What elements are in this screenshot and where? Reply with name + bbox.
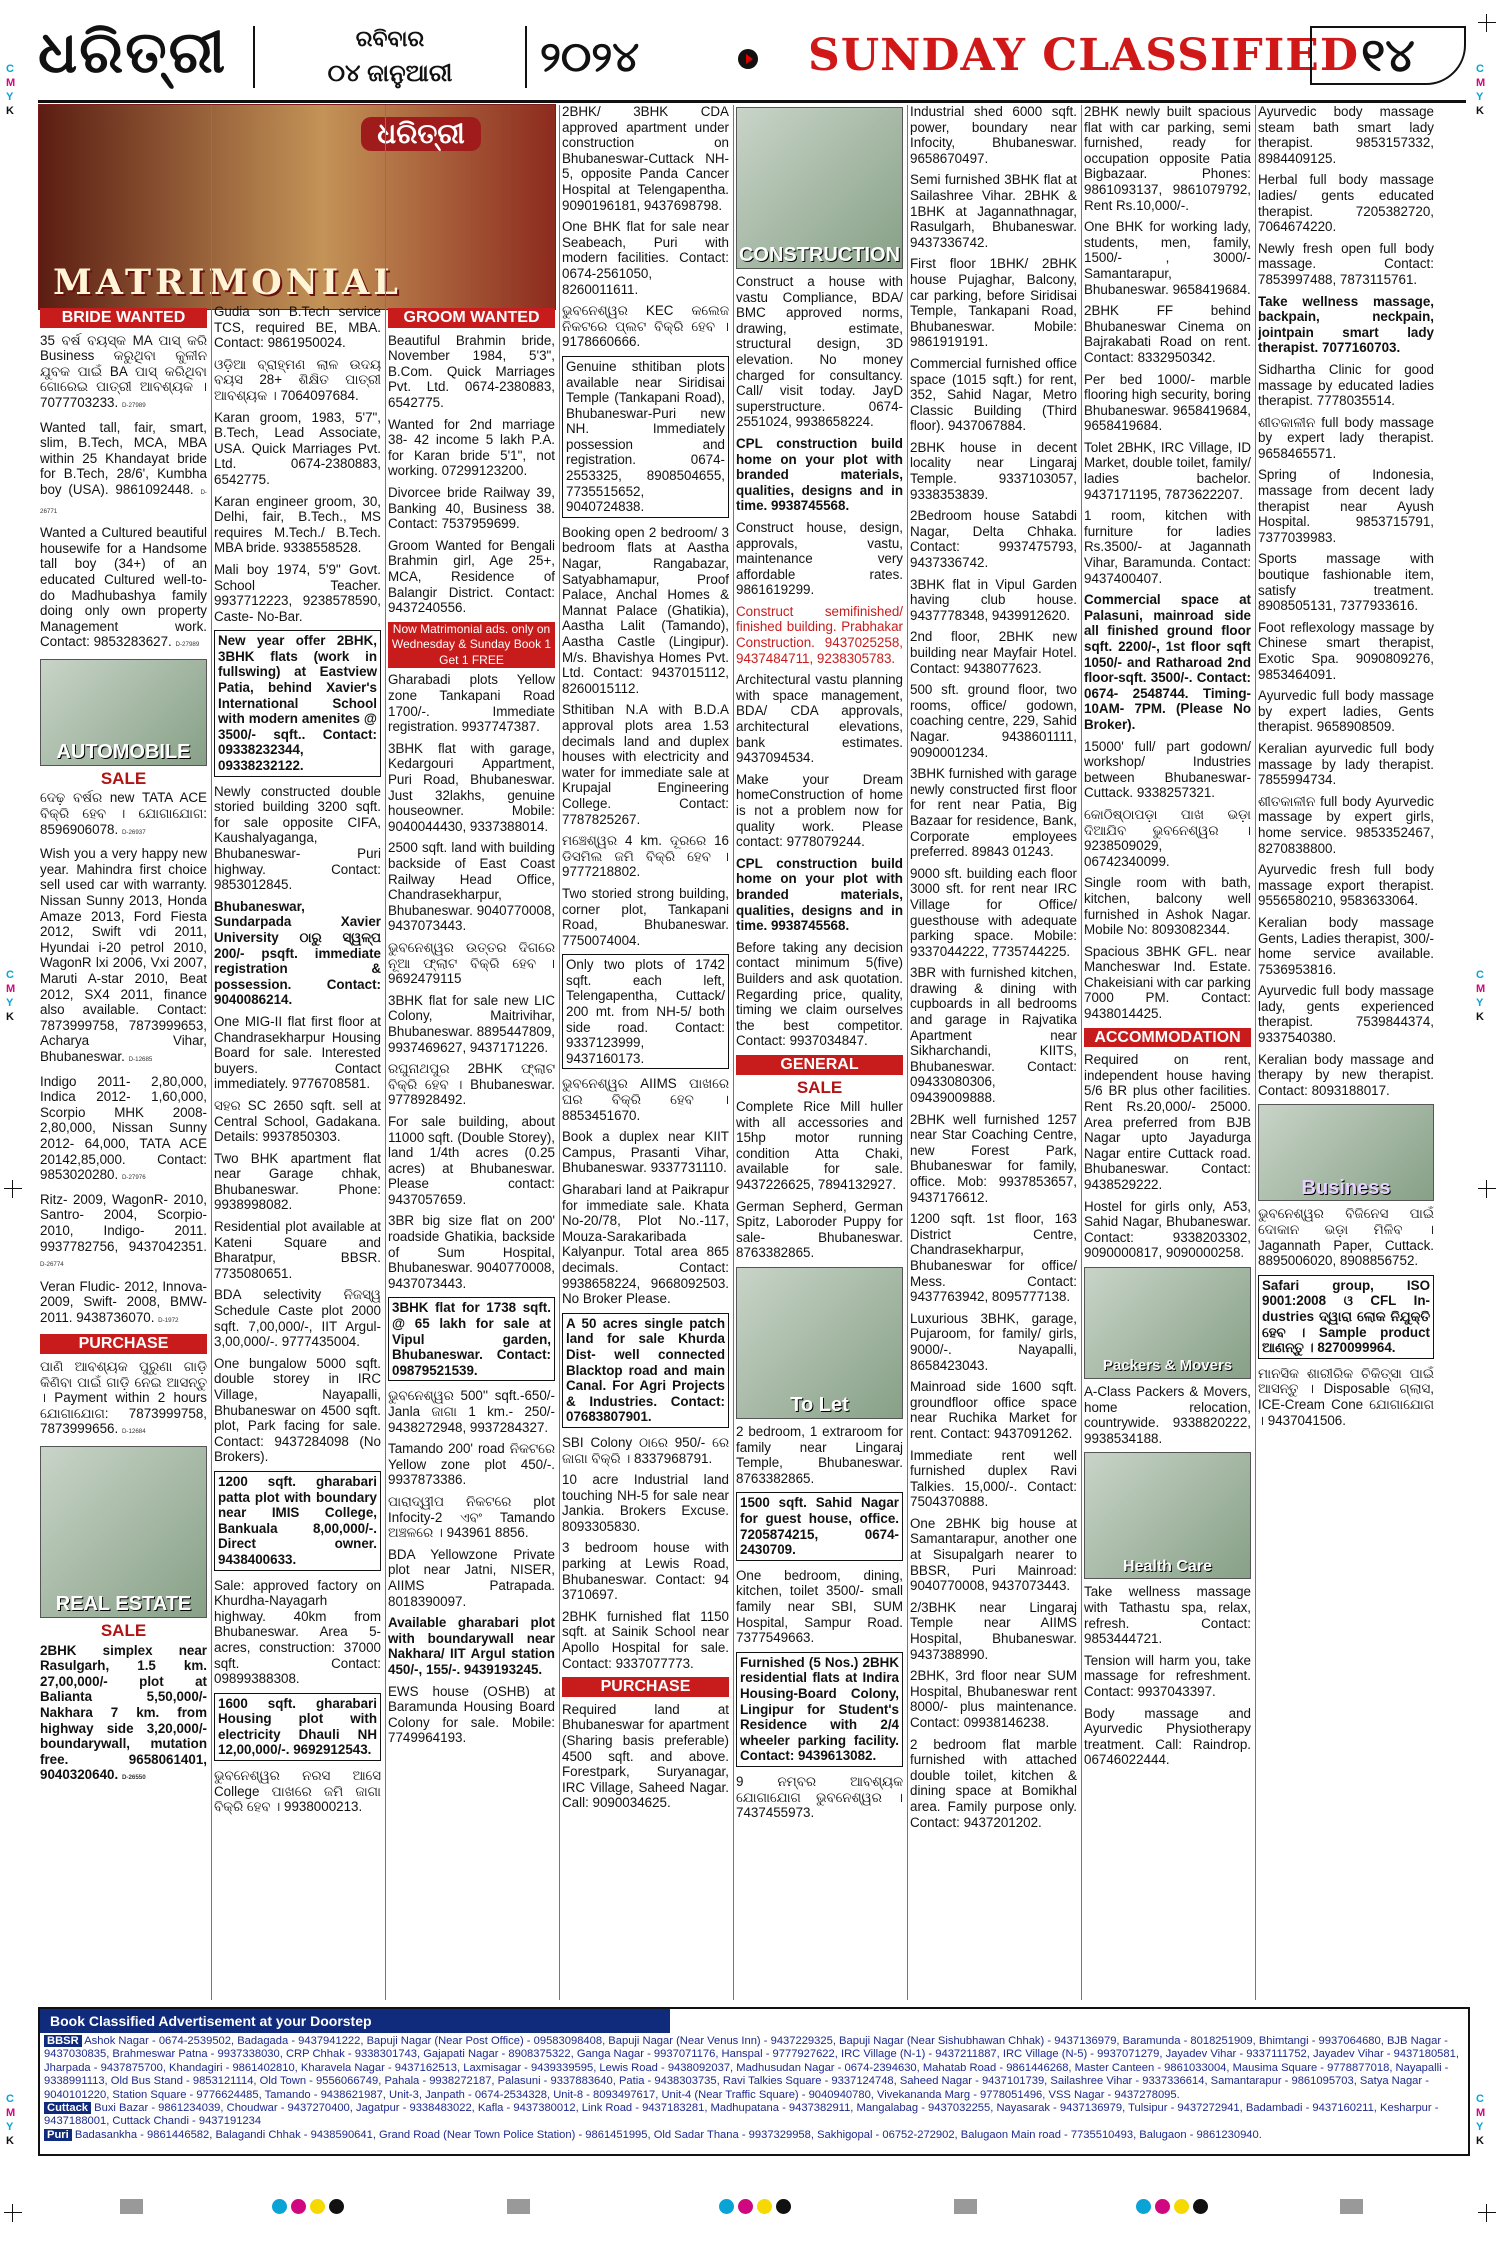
sale-heading: SALE xyxy=(796,1077,843,1097)
ad-item: 3BHK flat for sale new LIC Colony, Maitrivihar, Bhubaneswar. 8895447809, 9937469627, 9437171226. xyxy=(388,992,555,1055)
ad-item: Gharabadi plots Yellow zone Tankapani Road 1700/-. Immediate registration. 9937747387. xyxy=(388,672,555,735)
column-7 xyxy=(1084,104,1251,2002)
ad-item: Wanted tall, fair, smart, slim, B.Tech, MCA, MBA within 25 Khandayat bride for B.Tech, 28/6', Kumbha boy (USA). 9861092448. D-26771 xyxy=(40,419,207,515)
ad-item: ଭୁବନେଶ୍ୱର 500'' sqft.-650/- Janla ଜାଗା 1 km.- 250/- 9438272948, 9937284327. xyxy=(388,1388,555,1435)
ad-item: ସହର SC 2650 sqft. sell at Central School, Gadakana. Details: 9937850303. xyxy=(214,1097,381,1145)
cmyk-mark-left-mid: C M Y K xyxy=(6,969,16,1023)
ad-item: ଭୁବନେଶ୍ୱର AIIMS ପାଖରେ ଘର ବିକ୍ରି ହେବ । 8853451670. xyxy=(562,1076,729,1123)
newspaper-logo: ଧରିତ୍ରୀ xyxy=(38,18,228,86)
ad-item: 3BHK flat in Vipul Garden having club house. 9437778348, 9439912620. xyxy=(910,576,1077,623)
ad-item: 2/3BHK near Lingaraj Temple near AIIMS Hospital, Bhubaneswar. 9437388990. xyxy=(910,1599,1077,1662)
sale-heading: SALE xyxy=(100,1621,147,1641)
column-8 xyxy=(1258,104,1434,2002)
bbsr-label: BBSR xyxy=(44,2035,82,2047)
groom-wanted-heading: GROOM WANTED xyxy=(388,308,555,328)
ad-item: 2BHK/ 3BHK CDA approved apartment under construction on Bhubaneswar-Cuttack NH-5, opposite Panda Cancer Hospital at Telengapentha. 9090196181, 9437698798. xyxy=(562,104,729,213)
ad-item: Mali boy 1974, 5'9" Govt. School Teacher. 9937712223, 9238578590, Caste- No-Bar. xyxy=(214,561,381,624)
ad-item: Take wellness massage, backpain, neckpain, jointpain smart lady therapist. 7077160703. xyxy=(1258,293,1434,356)
ad-item: Karan groom, 1983, 5'7", B.Tech, Lead Associate, USA. Quick Marriages Pvt. Ltd. 0674-2380883, 6542775. xyxy=(214,409,381,487)
year-label: ୨୦୨୪ xyxy=(540,32,640,81)
ad-item: BDA selectivity ନିଜସ୍ୱ Schedule Caste plot 2000 sqft. 7,00,000/-, IIT Argul- 3,00,000/-. 9777435004. xyxy=(214,1287,381,1350)
business-photo: Business xyxy=(1258,1104,1434,1201)
ad-item: ମାନସିକ ଶାରୀରିକ ଚିକିତ୍ସା ପାଇଁ ଆସନ୍ତୁ । Disposable ଗ୍ଲାସ, ICE-Cream Cone ଯୋଗାଯୋଗ । 9437041506. xyxy=(1258,1365,1434,1428)
ad-item: Residential plot available at Kateni Square and Bharatpur, BBSR. 7735080651. xyxy=(214,1219,381,1281)
date-label: ୦୪ ଜାନୁଆରୀ xyxy=(327,60,453,87)
ad-item: Foot reflexology massage by Chinese smart therapist, Exotic Spa. 9090809276, 9853464091. xyxy=(1258,619,1434,682)
ad-item: Single room with bath, kitchen, balcony well furnished in Ashok Nagar. Mobile No: 8093082344. xyxy=(1084,875,1251,938)
ad-item: Two BHK apartment flat near Garage chhak, Bhubaneswar. Phone: 9938998082. xyxy=(214,1150,381,1213)
ad-item: Construct house, design, approvals, vastu, maintenance very affordable rates. 9861619299. xyxy=(736,519,903,598)
ad-item: First floor 1BHK/ 2BHK house Pujaghar, Balcony, car parking, before Siridisai Temple, Tankapani Road, Bhubaneswar. Mobile: 9861919191. xyxy=(910,256,1077,350)
ad-item: Mainroad side 1600 sqft. groundfloor office space near Ruchika Market for rent. Contact: 9437091262. xyxy=(910,1379,1077,1441)
ad-item: Tamando 200' road ନିକଟରେ Yellow zone plot 450/-. 9937873386. xyxy=(388,1441,555,1488)
ad-item: Architectural vastu planning with space management, BDA/ CDA approvals, architectural elevations, bank estimates. 9437094534. xyxy=(736,672,903,766)
real-estate-photo: REAL ESTATE xyxy=(40,1446,207,1618)
bride-wanted-heading: BRIDE WANTED xyxy=(40,308,207,328)
ad-item: 3 bedroom house with parking at Lewis Road, Bhubaneswar. Contact: 94 3710697. xyxy=(562,1540,729,1603)
ad-item: Ayurvedic full body massage by expert ladies, Gents therapist. 9658908509. xyxy=(1258,688,1434,735)
ad-item: Construct semifinished/ finished building. Prabhakar Construction. 9437025258, 9437484711, 9238305783. xyxy=(736,603,903,666)
ad-item: ଓଡ଼ିଆ ବ୍ରାହ୍ମଣ ଲାଳ ଉଦୟ ବୟସ 28+ ଶିକ୍ଷିତ ପାତ୍ରୀ ଆବଶ୍ୟକ । 7064097684. xyxy=(214,356,381,403)
to-let-photo: To Let xyxy=(736,1267,903,1419)
ad-item: A-Class Packers & Movers, home relocation, countrywide. 9338820222, 9938534188. xyxy=(1084,1383,1251,1446)
ad-item: Gharabari land at Paikrapur for immediate sale. Khata No-20/78, Plot No.-117, Mouza-Sarakaribada Kalyanpur. Total area 865 decimals. Contact: 9938658224, 9668092503. No Broker Please. xyxy=(562,1182,729,1307)
ad-item: ମଞ୍ଚେଶ୍ୱର 4 km. ଦୂରରେ 16 ଡିସମିଲ ଜମି ବିକ୍ରି ହେବ । 9777218802. xyxy=(562,833,729,880)
play-icon xyxy=(738,49,758,69)
boxed-ad: Genuine sthitiban plots available near Siridisai Temple (Tankapani Road), Bhubaneswar-Puri new NH. Immediately possession and registration. 0674-2553325, 8908504655, 7735515652, 9040724838. xyxy=(562,356,729,518)
boxed-ad: A 50 acres single patch land for sale Khurda Dist- well connected Blacktop road and main Canal. For Agri Projects & Industries. Contact: 07683807901. xyxy=(562,1313,729,1428)
ad-item: Commercial space at Palasuni, mainroad side all finished ground floor sqft. 2200/-, 1st floor sqft 1050/- and Ratharoad 2nd floor-sqft. 3500/-. Contact: 0674- 2548744. Timing-10AM- 7PM. (Please No Broker). xyxy=(1084,592,1251,732)
purchase-heading: PURCHASE xyxy=(562,1677,729,1697)
ad-item: Booking open 2 bedroom/ 3 bedroom flats at Aastha Nagar, Rangabazar, Satyabhamapur, Proof Palace, Anchal Homes & Mannat Palace (Ghatikia), Aastha Lalit (Tamando), Aastha Castle (Lingipur). M/s. Bhavishya Homes Pvt. Ltd. Contact: 9437015112, 8260015112. xyxy=(562,524,729,696)
ad-item: Tension will harm you, take massage for refreshment. Contact: 9937043397. xyxy=(1084,1652,1251,1699)
sale-heading: SALE xyxy=(100,768,147,788)
ad-item: Before taking any decision contact minimum 5(five) Builders and ask quotation. Regarding price, quality, timing we claim ourselves the best competitor. Contact: 9937034847. xyxy=(736,939,903,1049)
general-heading: GENERAL xyxy=(736,1055,903,1075)
column-2 xyxy=(214,304,381,2002)
ad-item: For sale building, about 11000 sqft. (Double Storey), land 1/4th acres (0.25 acres) at Bhubaneswar. Please contact: 9437057659. xyxy=(388,1113,555,1207)
matrimonial-title: MATRIMONIAL xyxy=(53,262,402,303)
booking-agents-bar xyxy=(38,2007,1470,2156)
ad-item: 500 sft. ground floor, two rooms, office/ godown, coaching centre, 229, Sahid Nagar. 9438601111, 9090001234. xyxy=(910,682,1077,760)
accommodation-heading: ACCOMMODATION xyxy=(1084,1028,1251,1048)
ad-item: Immediate rent well furnished duplex Ravi Talkies. 15,000/-. Contact: 7504370888. xyxy=(910,1447,1077,1510)
ad-item: Required on rent, independent house having 5/6 BR plus other facilities. Rent Rs.20,000/- 25000. Area preferred from BJB Nagar upto Jayadurga Nagar entire Cuttack road. Bhubaneswar. Contact: 9438529222. xyxy=(1084,1052,1251,1192)
ad-item: 3BR big size flat on 200' roadside Ghatikia, backside of Sum Hospital, Bhubaneswar. 9040770008, 9437073443. xyxy=(388,1213,555,1291)
ad-item: ଭୁବନେଶ୍ୱର ଉତ୍ତର ଦିଗରେ ନୂଆ ଫ୍ଲାଟ ବିକ୍ରି ହେବ । 9692479115 xyxy=(388,939,555,987)
ad-item: 15000' full/ part godown/ workshop/ Industries between Bhubaneswar-Cuttack. 9338257321. xyxy=(1084,738,1251,801)
column-4 xyxy=(562,104,729,2002)
masthead xyxy=(38,18,1466,103)
ad-item: 10 acre Industrial land touching NH-5 for sale near Jankia. Brokers Excuse. 8093305830. xyxy=(562,1472,729,1534)
matrimonial-offer-note: Now Matrimonial ads. only on Wednesday & Sunday Book 1 Get 1 FREE xyxy=(388,622,555,669)
ad-item: Sthitiban N.A with B.D.A approval plots area 1.53 decimals land and duplex houses with electricity and water for immediate sale at Krupajal Engineering College. Contact: 7787825267. xyxy=(562,702,729,827)
agents-list xyxy=(40,2034,1470,2143)
ad-item: German Sepherd, German Spitz, Laboroder Puppy for sale- Bhubaneswar. 8763382865. xyxy=(736,1198,903,1261)
ad-item: 2BHK FF behind Bhubaneswar Cinema on Bajrakabati Road on rent. Contact: 8332950342. xyxy=(1084,303,1251,365)
ad-item: One 2BHK big house at Samantarapur, another one at Sisupalgarh nearer to BBSR, Puri Mainroad: 9040770008, 9437073443. xyxy=(910,1515,1077,1594)
ad-item: 9 ନମ୍ବର ଆବଶ୍ୟକ ଯୋଗାଯୋଗ ଭୁବନେଶ୍ୱର । 7437455973. xyxy=(736,1773,903,1821)
registration-cross xyxy=(1478,1180,1496,1198)
ad-item: 35 ବର୍ଷ ବୟସ୍କ MA ପାସ୍ କରି Business କରୁଥିବା କୁଳୀନ ଯୁବକ ପାଇଁ BA ପାସ୍ କରିଥିବା ଗୋରେଇ ପାତ୍ରୀ ଆବଶ୍ୟକ । 7077703233. D-27989 xyxy=(40,332,207,410)
ad-item: Karan engineer groom, 30, Delhi, fair, B.Tech., MS requires M.Tech./ B.Tech. MBA bride. 9338558528. xyxy=(214,493,381,556)
bbsr-agents: Ashok Nagar - 0674-2539502, Badagada - 9437941222, Bapuji Nagar (Near Post Office) - 09583098408, Bapuji Nagar (Near Venus Inn) - 9437229325, Bapuji Nagar (Near Sishubhawan Chhak) - 9437136979, Baramunda - 8018251909, Bhimtangi - 9937064680, BJB Nagar - 9437030835, Brahmeswar Patna - 9937338030, CRP Chhak - 9338301743, Gajapati Nagar - 8908375322, Ganga Nagar - 9937071176, Hanspal - 9777927622, IRC Village (N-1) - 9437211887, IRC Village (N-5) - 9937071279, Jayadev Vihar - 9337111752, Jayadev Vihar - 9437180581, Jharpada - 9437875700, Khandagiri - 9861402810, Kharavela Nagar - 9437162513, Laxmisagar - 9439339595, Lewis Road - 9438092037, Madhusudan Nagar - 0674-2394630, Mahatab Road - 9861446268, Master Canteen - 9861033004, Mausima Square - 9778877018, Nayapalli - 9338991113, Old Bus Stand - 9853121114, Old Town - 9556066749, Pahala - 9938272187, Palasuni - 9337883640, Patia - 9438303735, Ravi Talkies Square - 9337124748, Saheed Nagar - 9437101739, Sailashree Vihar - 9337336614, Samantarapur - 9861095703, Satya Nagar - 9040101220, Station Square - 9776624485, Tamando - 9438621987, Unit-3, Janpath - 0674-2534328, Unit-8 - 8093497617, Unit-4 (Near Traffic Square) - 9040940780, Vivekananda Marg - 9778051496, VSS Nagar - 9437278095. xyxy=(44,2035,1459,2101)
printer-registration-marks xyxy=(120,2198,1380,2224)
registration-cross xyxy=(1478,14,1496,32)
ad-item: Luxurious 3BHK, garage, Pujaroom, for family/ girls, 9000/-. Nayapalli, 8658423043. xyxy=(910,1310,1077,1373)
cmyk-mark-right-mid: C M Y K xyxy=(1476,969,1486,1023)
ad-item: Bhubaneswar, Sundarpada Xavier University ଠାରୁ ସ୍ୱଳ୍ପ 200/- psqft. immediate registration & possession. Contact: 9040086214. xyxy=(214,898,381,1008)
puri-agents: Badasankha - 9861446582, Balagandi Chhak - 9438590641, Grand Road (Near Town Police Station) - 9861451995, Old Sadar Thana - 9937329958, Sakhigopal - 06752-272902, Balugaon Main road - 7735510493, Balugaon - 9861230940. xyxy=(74,2128,1262,2141)
ad-item: Divorcee bride Railway 39, Banking 40, Business 38. Contact: 7537959699. xyxy=(388,484,555,532)
ad-item: ଶୀତକାଳୀନ full body Ayurvedic massage by expert girls, home service. 9853352467, 8270838800. xyxy=(1258,793,1434,856)
ad-item: BDA Yellowzone Private plot near Jatni, NISER, AIIMS Patrapada. 8018390097. xyxy=(388,1546,555,1609)
page-title: SUNDAY CLASSIFIED xyxy=(808,30,1359,81)
column-6 xyxy=(910,104,1077,2002)
ad-item: Sidhartha Clinic for good massage by educated ladies therapist. 7778035514. xyxy=(1258,361,1434,409)
ad-item: 2BHK newly built spacious flat with car parking, semi furnished, ready for occupation opposite Patia Bigbazaar. Phones: 9861093137, 9861079792, Rent Rs.10,000/-. xyxy=(1084,104,1251,213)
ad-item: 3BHK flat with garage, Kedargouri Appartment, Puri Road, Bhubaneswar. Just 32lakhs, genuine houseowner. Mobile: 9040044430, 9337388014. xyxy=(388,740,555,834)
ad-item: 2BHK, 3rd floor near SUM Hospital, Bhubaneswar rent 8000/- plus maintenance. Contact: 09938146238. xyxy=(910,1668,1077,1730)
ad-item: Keralian body massage and therapy by new therapist. Contact: 8093188017. xyxy=(1258,1051,1434,1098)
ad-item: ରଘୁନାଥପୁର 2BHK ଫ୍ଲାଟ ବିକ୍ରି ହେବ । Bhubaneswar. 9778928492. xyxy=(388,1061,555,1108)
booking-heading: Book Classified Advertisement at your Doorstep xyxy=(40,2009,670,2033)
registration-cross xyxy=(4,1180,22,1198)
cmyk-mark-left: C M Y K xyxy=(6,63,16,117)
automobile-photo: AUTOMOBILE xyxy=(40,659,207,766)
boxed-ad: Only two plots of 1742 sqft. each left, Telengapentha, Cuttack/ 200 mt. from NH-5/ both side road. Contact: 9337123999, 9437160173. xyxy=(562,954,729,1069)
ad-item: SBI Colony ଠାରେ 950/- ରେ ଜାଗା ବିକ୍ରି । 8337968791. xyxy=(562,1434,729,1466)
ad-item: Gudia son B.Tech service TCS, required BE, MBA. Contact: 9861950024. xyxy=(214,304,381,351)
column-1 xyxy=(40,304,207,2002)
page-number: ୧୪ xyxy=(1310,26,1466,85)
ad-item: Keralian body massage Gents, Ladies therapist, 300/- home service available. 7536953816. xyxy=(1258,914,1434,977)
ad-item: Tolet 2BHK, IRC Village, ID Market, double toilet, family/ ladies bachelor. 9437171195, 7873622207. xyxy=(1084,439,1251,502)
ad-item: Keralian ayurvedic full body massage by lady therapist. 7855994734. xyxy=(1258,740,1434,788)
boxed-ad: Furnished (5 Nos.) 2BHK residential flats at Indira Housing-Board Colony, Lingipur for Student's Residence with 2/4 wheeler parking facility. Contact: 9439613082. xyxy=(736,1652,903,1767)
mini-logo: ଧରିତ୍ରୀ xyxy=(361,117,481,151)
boxed-ad: 3BHK flat for 1738 sqft. @ 65 lakh for sale at Vipul garden, Bhubaneswar. Contact: 09879521539. xyxy=(388,1297,555,1381)
ad-item: Per bed 1000/- marble flooring high security, boring Bhubaneswar. 9658419684, 9658419684. xyxy=(1084,371,1251,434)
cuttack-agents: Buxi Bazar - 9861234039, Choudwar - 9437270400, Jagatpur - 9338483022, Kafla - 9437380012, Link Road - 9437183281, Madhupatana - 9437382911, Mangalabag - 9437032255, Nayasarak - 9437136979, Tulsipur - 9437272941, Badambadi - 9437160211, Kesharpur - 9437188001, Cuttack Chandi - 9437191234 xyxy=(44,2102,1439,2128)
ad-item: ଦେଢ଼ ବର୍ଷର new TATA ACE ବିକ୍ରି ହେବ । ଯୋଗାଯୋଗ: 8596906078. D-26937 xyxy=(40,790,207,837)
ad-item: One bedroom, dining, kitchen, toilet 3500/- small family near SBI, SUM Hospital, Sampur Road. 7377549663. xyxy=(736,1567,903,1646)
ad-item: 2Bedroom house Satabdi Nagar, Delta Chhaka. Contact: 9937475793, 9437336742. xyxy=(910,508,1077,571)
ad-item: Sale: approved factory on Khurdha-Nayagarh highway. 40km from Bhubaneswar. Area 5- acres, construction: 37000 sqft. Contact: 09899388308. xyxy=(214,1577,381,1687)
puri-label: Puri xyxy=(44,2129,72,2141)
ad-item: 2BHK simplex near Rasulgarh, 1.5 km. 27,00,000/- plot at Balianta 5,50,000/- Nakhara 7 km. from highway side 3,20,000/- boundarywall, mutation free. 9658061401, 9040320640. D-26550 xyxy=(40,1642,207,1783)
ad-item: 2nd floor, 2BHK new building near Mayfair Hotel. Contact: 9438077623. xyxy=(910,629,1077,676)
ad-item: ପାଣି ଆବଶ୍ୟକ ପୁରୁଣା ଗାଡ଼ି କିଣିବା ପାଇଁ ଗାଡ଼ି ନେଇ ଆସନ୍ତୁ । Payment within 2 hours ଯୋଗାଯୋଗ: 7873999758, 7873999656. D-12684 xyxy=(40,1359,207,1437)
boxed-ad: Safari group, ISO 9001:2008 ଓ CFL In- dustries ଦ୍ୱାରା ଲୋକ ନିଯୁକ୍ତି ହେବ । Sample product ଆଣନ୍ତୁ । 8270099964. xyxy=(1258,1275,1434,1359)
ad-item: One BHK flat for sale near Seabeach, Puri with modern facilities. Contact: 0674-2561050, 8260011611. xyxy=(562,219,729,297)
ad-item: Required land at Bhubaneswar for apartment (Sharing basis preferable) 4500 sqft. and above. Forestpark, Suryanagar, IRC Village, Saheed Nagar. Call: 9090034625. xyxy=(562,1701,729,1811)
ad-item: 3BR with furnished kitchen, drawing & dining with cupboards in all bedrooms and garage in Rajvatika Apartment near Sikharchandi, KIITS, Bhubaneswar. Contact: 09433080306, 09439009888. xyxy=(910,965,1077,1106)
ad-item: Commercial furnished office space (1015 sqft.) for rent, 352, Sahid Nagar, Metro Classic Building (Third floor). 9437067884. xyxy=(910,355,1077,434)
ad-item: Complete Rice Mill huller with all accessories and 15hp motor running condition Atta Chaki, available for sale. 9437226625, 7894132927. xyxy=(736,1099,903,1193)
ad-item: Wanted a Cultured beautiful housewife for a Handsome tall boy (34+) of an educated Cultured well-to-do Madhubashya family doing only own property Management work. Contact: 9853283627. D-27989 xyxy=(40,525,207,650)
registration-cross xyxy=(1478,2204,1496,2222)
packers-photo: Packers & Movers xyxy=(1084,1267,1251,1379)
ad-item: 2 bedroom, 1 extraroom for family near Lingaraj Temple, Bhubaneswar. 8763382865. xyxy=(736,1424,903,1486)
ad-item: Industrial shed 6000 sqft. power, boundary near Infocity, Bhubaneswar. 9658670497. xyxy=(910,104,1077,166)
ad-item: EWS house (OSHB) at Baramunda Housing Board Colony for sale. Mobile: 7749964193. xyxy=(388,1683,555,1746)
ad-item: କୋଠିଷ୍ଠାପଡ଼ା ପାଖ ଭଡ଼ା ଦିଆଯିବ ଭୁବନେଶ୍ୱର । 9238509029, 06742340099. xyxy=(1084,806,1251,869)
ad-item: 2 bedroom flat marble furnished with attached double toilet, kitchen & dining space at Bomikhal area. Family purpose only. Contact: 9437201202. xyxy=(910,1736,1077,1830)
ad-item: Semi furnished 3BHK flat at Sailashree Vihar. 2BHK & 1BHK at Jagannathnagar, Rasulgarh, Bhubaneswar. 9437336742. xyxy=(910,172,1077,250)
date-block xyxy=(253,26,527,88)
ad-item: Hostel for girls only, A53, Sahid Nagar, Bhubaneswar. Contact: 9338203302, 9090000817, 9090000258. xyxy=(1084,1198,1251,1261)
ad-item: Wanted for 2nd marriage 38- 42 income 5 lakh P.A. for Karan bride 5'1", not working. 07299123200. xyxy=(388,416,555,479)
cmyk-mark-right-low: C M Y K xyxy=(1476,2093,1486,2147)
ad-item: Two storied strong building, corner plot, Tankapani Road, Bhubaneswar. 7750074004. xyxy=(562,885,729,948)
cuttack-label: Cuttack xyxy=(44,2102,91,2114)
ad-item: Indigo 2011- 2,80,000, Indica 2012- 1,60,000, Scorpio MHK 2008- 2,80,000, Nissan Sunny 2012- 64,000, TATA ACE 20142,85,000. Contact: 9853020280. D-27976 xyxy=(40,1073,207,1183)
boxed-ad: 1500 sqft. Sahid Nagar for guest house, office. 7205874215, 0674-2430709. xyxy=(736,1492,903,1560)
ad-item: Ayurvedic full body massage lady, gents experienced therapist. 7539844374, 9337540380. xyxy=(1258,983,1434,1046)
ad-item: One bungalow 5000 sqft. double storey in IRC Village, Nayapalli, Bhubaneswar on 4500 sqft. plot, Park facing for sale. Contact: 9437284098 (No Brokers). xyxy=(214,1355,381,1465)
cmyk-mark-left-low: C M Y K xyxy=(6,2093,16,2147)
day-label: ରବିବାର xyxy=(355,26,425,51)
ad-item: Herbal full body massage ladies/ gents educated therapist. 7205382720, 7064674220. xyxy=(1258,172,1434,235)
ad-item: ଶୀତକାଳୀନ full body massage by expert lady therapist. 9658465571. xyxy=(1258,414,1434,461)
ad-item: One MIG-II flat first floor at Chandrasekharpur Housing Board for sale. Interested buyers. Contact immediately. 9776708581. xyxy=(214,1013,381,1092)
ad-item: Ritz- 2009, WagonR- 2010, Santro- 2004, Scorpio- 2010, Indigo- 2011. 9937782756, 9437042351. D-26774 xyxy=(40,1191,207,1269)
ad-item: Sports massage with boutique fashionable item, satisfy treatment. 8908505131, 7377933616. xyxy=(1258,551,1434,614)
ad-item: Wish you a very happy new year. Mahindra first choice sell used car with warranty. Nissan Sunny 2013, Honda Amaze 2013, Ford Fiesta 2012, Swift vdi 2011, Hyundai i-20 petrol 2010, WagonR lxi 2006, Vxi 2007, Maruti A-star 2010, Beat 2012, SX4 2011, finance also available. Contact: 7873999758, 7873999653, Acharya Vihar, Bhubaneswar. D-12685 xyxy=(40,846,207,1064)
ad-item: Ayurvedic fresh full body massage export therapist. 9556580210, 9583633064. xyxy=(1258,862,1434,909)
ad-item: Spacious 3BHK GFL. near Mancheswar Ind. Estate. Chakeisiani with car parking 7000 PM. Contact: 9438014425. xyxy=(1084,943,1251,1022)
ad-item: 2500 sqft. land with building backside of East Coast Railway Head Office, Chandrasekharpur, Bhubaneswar. 9040770008, 9437073443. xyxy=(388,840,555,934)
ad-item: 1200 sqft. 1st floor, 163 District Centre, Chandrasekharpur, Bhubaneswar for office/ Mess. Contact: 9437763942, 8095777138. xyxy=(910,1211,1077,1305)
ad-item: ଭୁବନେଶ୍ୱର ନରସ ଆସେ College ପାଖରେ ଜମି ଜାଗା ବିକ୍ରି ହେବ । 9938000213. xyxy=(214,1768,381,1815)
boxed-ad: New year offer 2BHK, 3BHK flats (work in fullswing) at Eastview Patia, behind Xavier's International School with modern amenites @ 3500/- sqft.. Contact: 09338232344, 09338232122. xyxy=(214,630,381,776)
ad-item: Body massage and Ayurvedic Physiotherapy treatment. Call: Raindrop. 06746022444. xyxy=(1084,1705,1251,1768)
purchase-heading: PURCHASE xyxy=(40,1334,207,1354)
ad-item: Take wellness massage with Tathastu spa, relax, refresh. Contact: 9853444721. xyxy=(1084,1584,1251,1647)
ad-item: Spring of Indonesia, massage from decent lady therapist near Ayush Hospital. 9853715791, 7377039983. xyxy=(1258,467,1434,545)
ad-item: 9000 sft. building each floor 3000 sft. for rent near IRC Village for Office/ guesthouse with adequate parking space. Mobile: 9337044222, 7735744225. xyxy=(910,865,1077,959)
ad-item: Book a duplex near KIIT Campus, Prasanti Vihar, Bhubaneswar. 9337731110. xyxy=(562,1129,729,1176)
ad-item: 3BHK furnished with garage newly constructed first floor for rent near Patia, Big Bazaar for residence, Bank, Corporate employees preferred. 89843 01243. xyxy=(910,766,1077,860)
ad-item: One BHK for working lady, students, men, family, 1500/- , 3000/- Samantarapur, Bhubaneswar. 9658419684. xyxy=(1084,219,1251,297)
boxed-ad: 1600 sqft. gharabari Housing plot with electricity Dhauli NH 12,00,000/-. 9692912543. xyxy=(214,1693,381,1761)
ad-item: 2BHK furnished flat 1150 sqft. at Sainik School near Apollo Hospital for sale. Contact: 9337077773. xyxy=(562,1608,729,1671)
ad-item: Newly fresh open full body massage. Contact: 7853997488, 7873115761. xyxy=(1258,240,1434,287)
ad-item: CPL construction build home on your plot with branded materials, qualities, designs and in time. 9938745568. xyxy=(736,435,903,514)
ad-item: Beautiful Brahmin bride, November 1984, 5'3", B.Com. Quick Marriages Pvt. Ltd. 0674-2380883, 6542775. xyxy=(388,332,555,410)
column-3 xyxy=(388,304,555,2002)
registration-cross xyxy=(4,2204,22,2222)
boxed-ad: 1200 sqft. gharabari patta plot with boundary near IMIS College, Bankuala 8,00,000/-. Direct owner. 9438400633. xyxy=(214,1471,381,1571)
ad-item: 2BHK well furnished 1257 near Star Coaching Centre, new Forest Park, Bhubaneswar for family, office. Mob: 9937853657, 9437176612. xyxy=(910,1111,1077,1205)
ad-item: 1 room, kitchen with furniture for ladies Rs.3500/- at Jagannath Vihar, Baramunda. Contact: 9437400407. xyxy=(1084,508,1251,586)
ad-item: 2BHK house in decent locality near Lingaraj Temple. 9337103057, 9338353839. xyxy=(910,439,1077,502)
column-5 xyxy=(736,104,903,2002)
ad-item: ପାରାଦ୍ୱୀପ ନିକଟରେ plot Infocity-2 ଏବଂ Tamando ଅଞ୍ଚଳରେ । 943961 8856. xyxy=(388,1493,555,1541)
ad-item: Available gharabari plot with boundarywall near Nakhara/ IIT Argul station 450/-, 155/-. 9439193245. xyxy=(388,1615,555,1677)
ad-item: Make your Dream homeConstruction of home is not a problem now for quality work. Please contact: 9778079244. xyxy=(736,771,903,850)
matrimonial-banner xyxy=(38,104,556,310)
ad-item: Construct a house with vastu Compliance, BDA/ BMC approved norms, drawing, estimate, structural design, 3D elevation. No money charged for consultancy. Call/ visit today. JayD superstructure. 0674-2551024, 9938658224. xyxy=(736,274,903,430)
ad-item: Veran Fludic- 2012, Innova- 2009, Swift- 2008, BMW- 2011. 9438736070. D-1972 xyxy=(40,1278,207,1325)
ad-item: ଭୁବନେଶ୍ୱର KEC କଲେଜ ନିକଟରେ ପ୍ଲଟ ବିକ୍ରି ହେବ । 9178660666. xyxy=(562,303,729,350)
cmyk-mark-right: C M Y K xyxy=(1476,63,1486,117)
ad-item: CPL construction build home on your plot with branded materials, qualities, designs and in time. 9938745568. xyxy=(736,855,903,934)
ad-item: Ayurvedic body massage steam bath smart lady therapist. 9853157332, 8984409125. xyxy=(1258,104,1434,166)
ad-item: Groom Wanted for Bengali Brahmin girl, Age 25+, MCA, Residence of Balangir District. Contact: 9437240556. xyxy=(388,537,555,616)
construction-photo: CONSTRUCTION xyxy=(736,107,903,269)
ad-item: ଭୁବନେଶ୍ୱର ବିଜିନେସ ପାଇଁ ଦୋକାନ ଭଡ଼ା ମିଳିବ । Jagannath Paper, Cuttack. 8895006020, 8908856752. xyxy=(1258,1206,1434,1269)
ad-item: Newly constructed double storied building 3200 sqft. for sale opposite CIFA, Kaushalyaganga, Bhubaneswar- Puri highway. Contact: 9853012845. xyxy=(214,783,381,893)
health-care-photo: Health Care xyxy=(1084,1452,1251,1579)
